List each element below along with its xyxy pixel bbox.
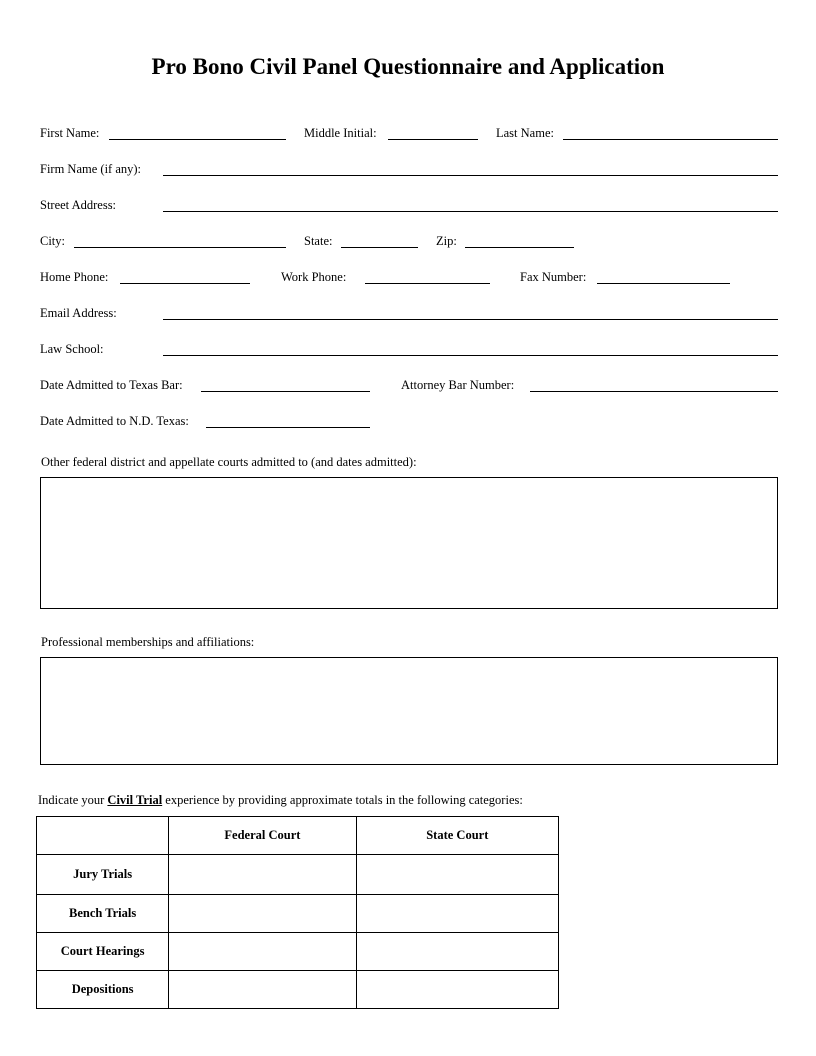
attorney-bar-number-field[interactable]: [530, 391, 778, 392]
row-label-bench-trials: Bench Trials: [37, 895, 169, 933]
zip-field[interactable]: [465, 247, 574, 248]
intro-before: Indicate your: [38, 793, 105, 807]
date-admitted-ndtx-field[interactable]: [206, 427, 370, 428]
memberships-textarea[interactable]: [40, 657, 778, 765]
home-phone-field[interactable]: [120, 283, 250, 284]
header-federal-court: Federal Court: [169, 817, 356, 855]
email-address-field[interactable]: [163, 319, 778, 320]
city-field[interactable]: [74, 247, 286, 248]
experience-intro: [38, 793, 523, 808]
court-hearings-federal-cell[interactable]: [169, 933, 356, 971]
date-admitted-texas-label: Date Admitted to Texas Bar:: [40, 378, 183, 392]
court-hearings-state-cell[interactable]: [356, 933, 558, 971]
first-name-label: First Name:: [40, 126, 100, 140]
table-header-row: [37, 817, 559, 855]
street-address-field[interactable]: [163, 211, 778, 212]
last-name-field[interactable]: [563, 139, 778, 140]
firm-name-field[interactable]: [163, 175, 778, 176]
depositions-federal-cell[interactable]: [169, 971, 356, 1009]
header-state-court: State Court: [356, 817, 558, 855]
table-row: [37, 855, 559, 895]
depositions-state-cell[interactable]: [356, 971, 558, 1009]
city-label: City:: [40, 234, 66, 248]
work-phone-field[interactable]: [365, 283, 490, 284]
row-label-depositions: Depositions: [37, 971, 169, 1009]
jury-trials-state-cell[interactable]: [356, 855, 558, 895]
jury-trials-federal-cell[interactable]: [169, 855, 356, 895]
date-admitted-texas-field[interactable]: [201, 391, 370, 392]
row-label-jury-trials: Jury Trials: [37, 855, 169, 895]
page-title: Pro Bono Civil Panel Questionnaire and Application: [151, 54, 665, 79]
other-courts-textarea[interactable]: [40, 477, 778, 609]
zip-label: Zip:: [436, 234, 457, 248]
other-courts-label: Other federal district and appellate courts admitted to (and dates admitted):: [41, 455, 417, 469]
intro-emphasis: Civil Trial: [107, 793, 163, 807]
middle-initial-label: Middle Initial:: [304, 126, 377, 140]
firm-name-label: Firm Name (if any):: [40, 162, 142, 176]
bench-trials-federal-cell[interactable]: [169, 895, 356, 933]
first-name-field[interactable]: [109, 139, 286, 140]
middle-initial-field[interactable]: [388, 139, 478, 140]
state-label: State:: [304, 234, 333, 248]
table-row: [37, 971, 559, 1009]
law-school-label: Law School:: [40, 342, 104, 356]
home-phone-label: Home Phone:: [40, 270, 109, 284]
experience-table: [36, 816, 559, 1009]
law-school-field[interactable]: [163, 355, 778, 356]
bench-trials-state-cell[interactable]: [356, 895, 558, 933]
attorney-bar-number-label: Attorney Bar Number:: [401, 378, 515, 392]
work-phone-label: Work Phone:: [281, 270, 347, 284]
intro-after: experience by providing approximate totals in the following categories:: [165, 793, 523, 807]
header-empty: [37, 817, 169, 855]
fax-number-label: Fax Number:: [520, 270, 587, 284]
date-admitted-ndtx-label: Date Admitted to N.D. Texas:: [40, 414, 189, 428]
email-address-label: Email Address:: [40, 306, 117, 320]
row-label-court-hearings: Court Hearings: [37, 933, 169, 971]
state-field[interactable]: [341, 247, 418, 248]
fax-number-field[interactable]: [597, 283, 730, 284]
last-name-label: Last Name:: [496, 126, 554, 140]
table-row: [37, 933, 559, 971]
memberships-label: Professional memberships and affiliations:: [41, 635, 255, 649]
table-row: [37, 895, 559, 933]
street-address-label: Street Address:: [40, 198, 117, 212]
